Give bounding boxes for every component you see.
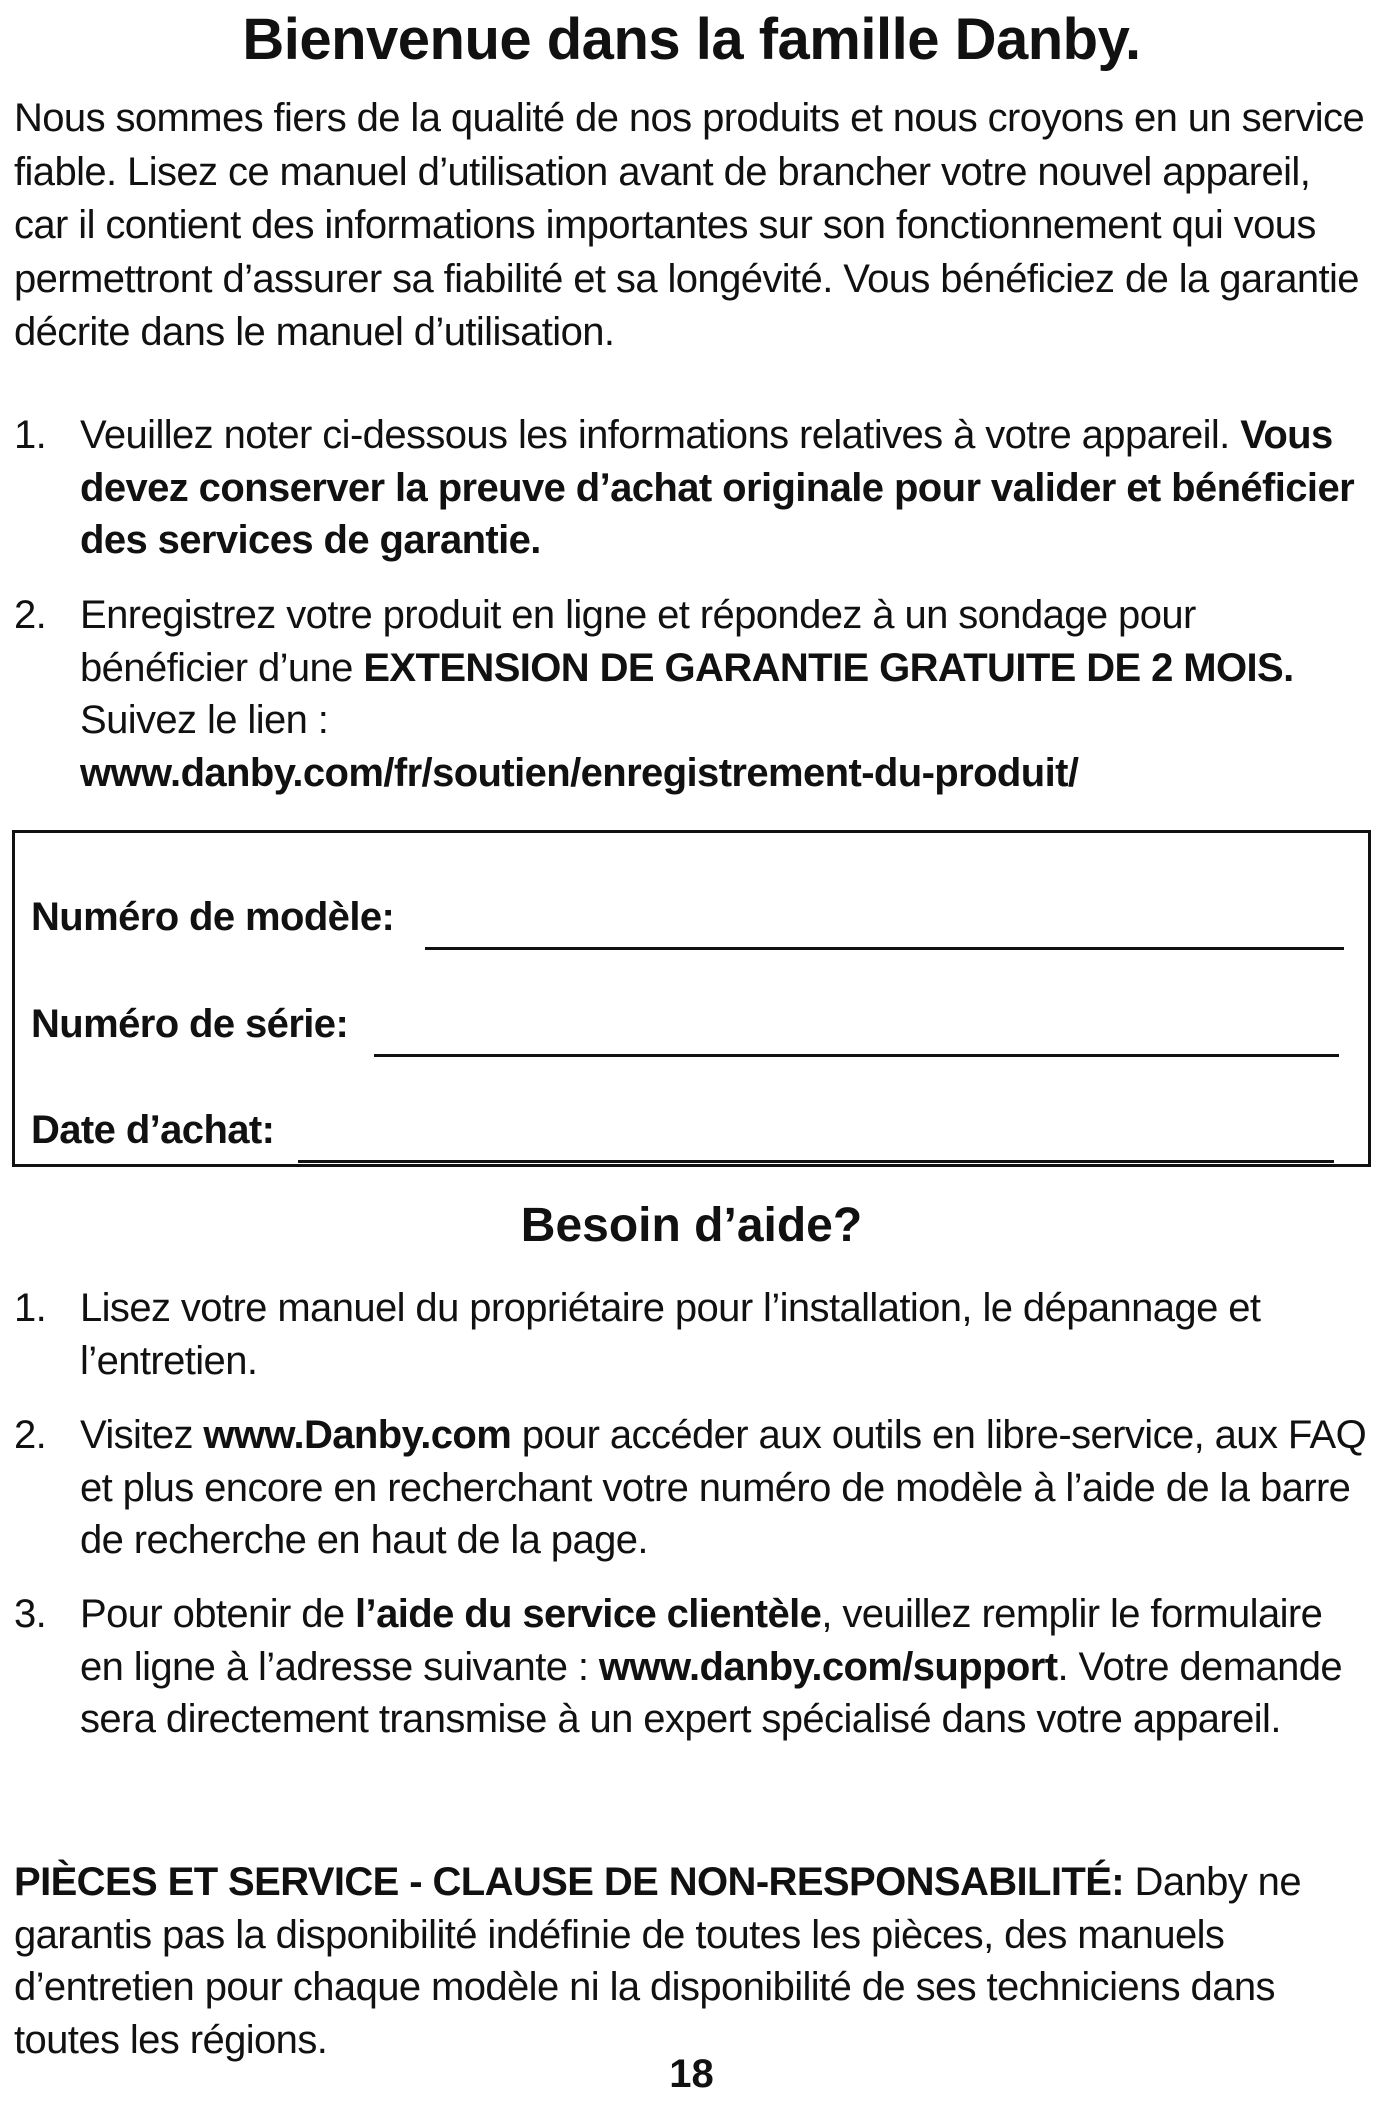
list-item <box>14 409 1369 567</box>
help-heading: Besoin d’aide? <box>520 1199 863 1252</box>
list-item <box>14 1282 1369 1387</box>
help-text-after: pour accéder aux outils en libre-service, aux FAQ et plus encore en recherchant votre numéro de modèle à l’aide de la barre de recherche en haut de la page. <box>80 1413 1367 1562</box>
list-item <box>14 1409 1369 1567</box>
purchase-date-label: Date d’achat: <box>31 1108 275 1152</box>
serial-number-field[interactable] <box>374 1054 1339 1057</box>
help-number: 2. <box>14 1413 47 1457</box>
help-text: Pour obtenir de <box>80 1592 345 1636</box>
danby-website-link[interactable]: www.Danby.com <box>203 1413 512 1457</box>
step-text: Enregistrez votre produit en ligne et répondez à un sondage pour bénéficier d’une <box>80 593 1196 690</box>
help-text: Visitez <box>80 1413 193 1457</box>
step-text-after: Suivez le lien : <box>80 698 329 742</box>
help-text-mid: , veuillez remplir le formulaire en ligne à l’adresse suivante : <box>80 1592 1323 1689</box>
step-bold-text: Vous devez conserver la preuve d’achat originale pour valider et bénéficier des services de garantie. <box>80 413 1355 562</box>
help-text: Lisez votre manuel du propriétaire pour l’installation, le dépannage et l’entretien. <box>80 1286 1261 1383</box>
help-bold-text: l’aide du service clientèle <box>355 1592 822 1636</box>
step-text: Veuillez noter ci-dessous les informations relatives à votre appareil. <box>80 413 1230 457</box>
disclaimer-paragraph <box>14 1856 1374 2066</box>
page-number: 18 <box>669 2052 714 2096</box>
model-number-field[interactable] <box>425 947 1344 950</box>
page-title: Bienvenue dans la famille Danby. <box>242 7 1141 72</box>
intro-paragraph: Nous sommes fiers de la qualité de nos produits et nous croyons en un service fiable. Lisez ce manuel d’utilisation avant de brancher votre nouvel appareil, car il contient des informations importantes sur son fonctionnement qui vous permettront d’assurer sa fiabilité et sa longévité. Vous bénéficiez de la garantie décrite dans le manuel d’utilisation. <box>14 96 1365 354</box>
help-text-after: . Votre demande sera directement transmise à un expert spécialisé dans votre appareil. <box>80 1644 1343 1741</box>
help-number: 1. <box>14 1286 47 1330</box>
disclaimer-label: PIÈCES ET SERVICE - CLAUSE DE NON-RESPONSABILITÉ: <box>14 1860 1125 1904</box>
product-record-box <box>12 830 1371 1167</box>
model-number-label: Numéro de modèle: <box>31 895 395 939</box>
list-item <box>14 589 1369 799</box>
disclaimer-text: Danby ne garantis pas la disponibilité indéfinie de toutes les pièces, des manuels d’entretien pour chaque modèle ni la disponibilité de ses techniciens dans toutes les régions. <box>14 1860 1301 2062</box>
step-bold-text: EXTENSION DE GARANTIE GRATUITE DE 2 MOIS. <box>363 645 1294 690</box>
help-number: 3. <box>14 1592 47 1636</box>
support-link[interactable]: www.danby.com/support <box>598 1644 1058 1689</box>
purchase-date-field[interactable] <box>298 1160 1334 1163</box>
step-number: 1. <box>14 413 47 457</box>
step-number: 2. <box>14 593 47 637</box>
registration-link[interactable]: www.danby.com/fr/soutien/enregistrement-du-produit/ <box>80 750 1079 795</box>
list-item <box>14 1588 1369 1746</box>
serial-number-label: Numéro de série: <box>31 1002 349 1046</box>
